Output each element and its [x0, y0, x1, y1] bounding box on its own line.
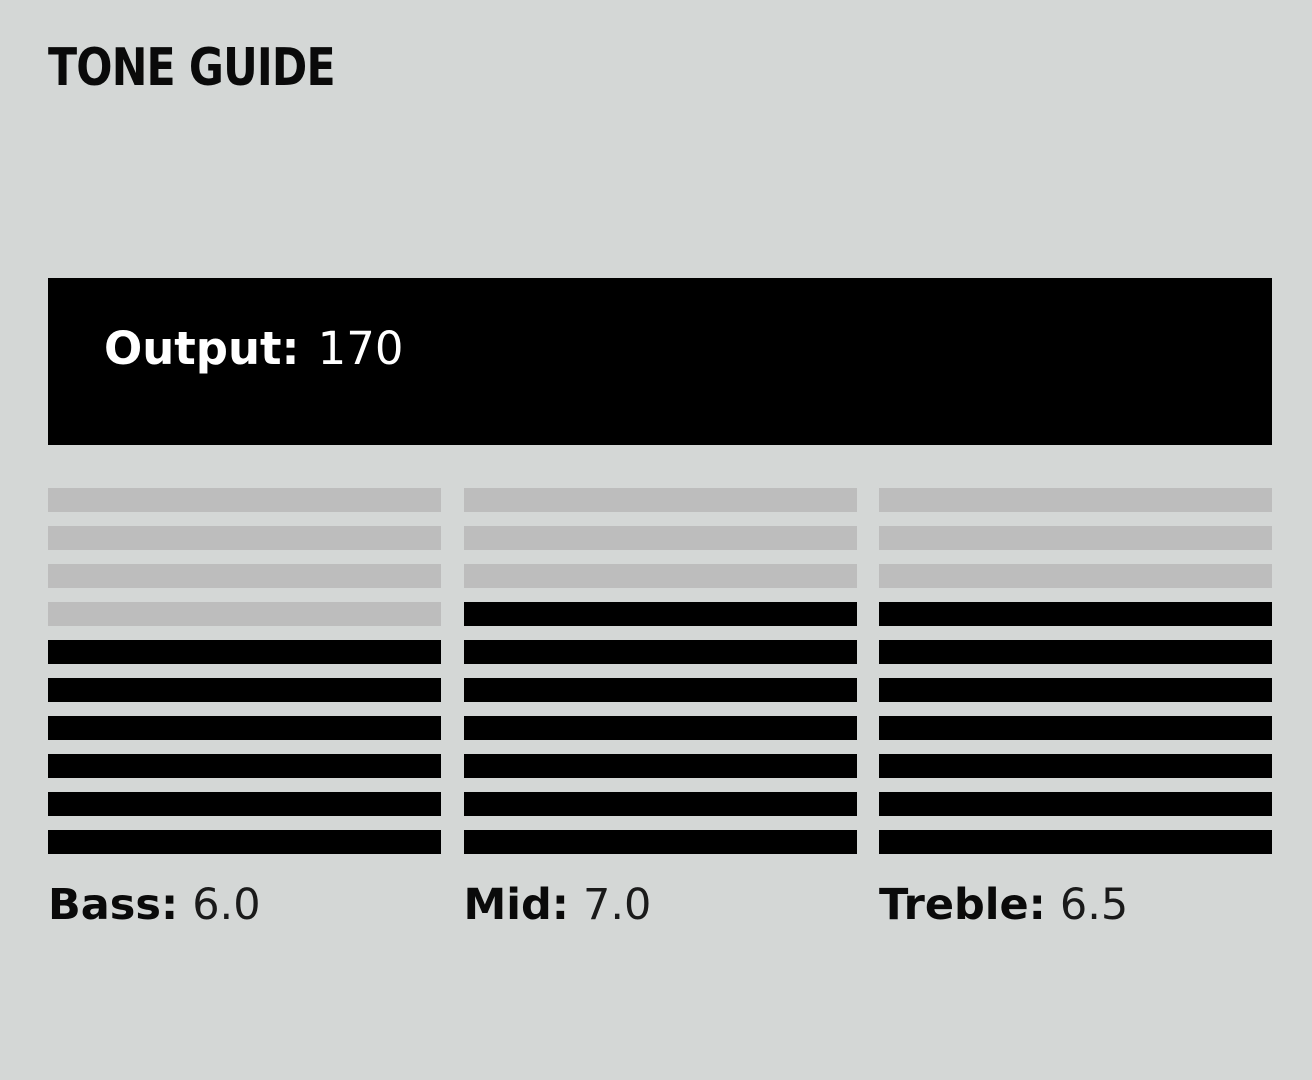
meter-segment — [464, 754, 857, 778]
meter-segment — [879, 640, 1272, 664]
meter-segment — [464, 526, 857, 550]
meter-segment — [48, 488, 441, 512]
meter-value: 6.5 — [1059, 880, 1129, 930]
meter-label: Bass: — [48, 880, 179, 930]
meter-segment — [48, 792, 441, 816]
meter-segment — [48, 830, 441, 854]
page-title: TONE GUIDE — [48, 38, 335, 98]
meter-segment — [464, 678, 857, 702]
meter-segment — [48, 602, 441, 626]
meter-segment — [464, 488, 857, 512]
meter-segment — [48, 716, 441, 740]
meter-segment — [879, 602, 1272, 626]
meter-segment — [464, 716, 857, 740]
meter-group — [48, 488, 1272, 930]
meter-segment — [48, 526, 441, 550]
meter-caption — [464, 880, 857, 930]
output-label: Output: — [104, 322, 300, 375]
output-readout — [104, 322, 403, 375]
meter-segment — [464, 564, 857, 588]
meter-segment — [879, 526, 1272, 550]
meter-segment — [464, 602, 857, 626]
meter-caption — [879, 880, 1272, 930]
meter-treble[interactable] — [879, 488, 1272, 930]
output-value: 170 — [317, 322, 404, 375]
meter-segment — [879, 754, 1272, 778]
meter-bass[interactable] — [48, 488, 441, 930]
meter-value: 7.0 — [583, 880, 652, 930]
meter-segment — [48, 678, 441, 702]
meter-segment — [879, 716, 1272, 740]
meter-segment — [464, 792, 857, 816]
meter-segment — [48, 754, 441, 778]
meter-segments[interactable] — [48, 488, 441, 854]
meter-label: Mid: — [463, 880, 570, 930]
meter-segment — [879, 488, 1272, 512]
meter-segment — [879, 564, 1272, 588]
meter-segment — [48, 564, 441, 588]
meter-mid[interactable] — [464, 488, 857, 930]
output-panel — [48, 278, 1272, 445]
meter-segment — [464, 830, 857, 854]
meter-segment — [879, 830, 1272, 854]
meter-segment — [879, 792, 1272, 816]
meter-value: 6.0 — [192, 880, 261, 930]
meter-caption — [48, 880, 441, 930]
meter-segment — [464, 640, 857, 664]
meter-segments[interactable] — [464, 488, 857, 854]
meter-label: Treble: — [879, 880, 1046, 930]
meter-segment — [48, 640, 441, 664]
meter-segment — [879, 678, 1272, 702]
meter-segments[interactable] — [879, 488, 1272, 854]
